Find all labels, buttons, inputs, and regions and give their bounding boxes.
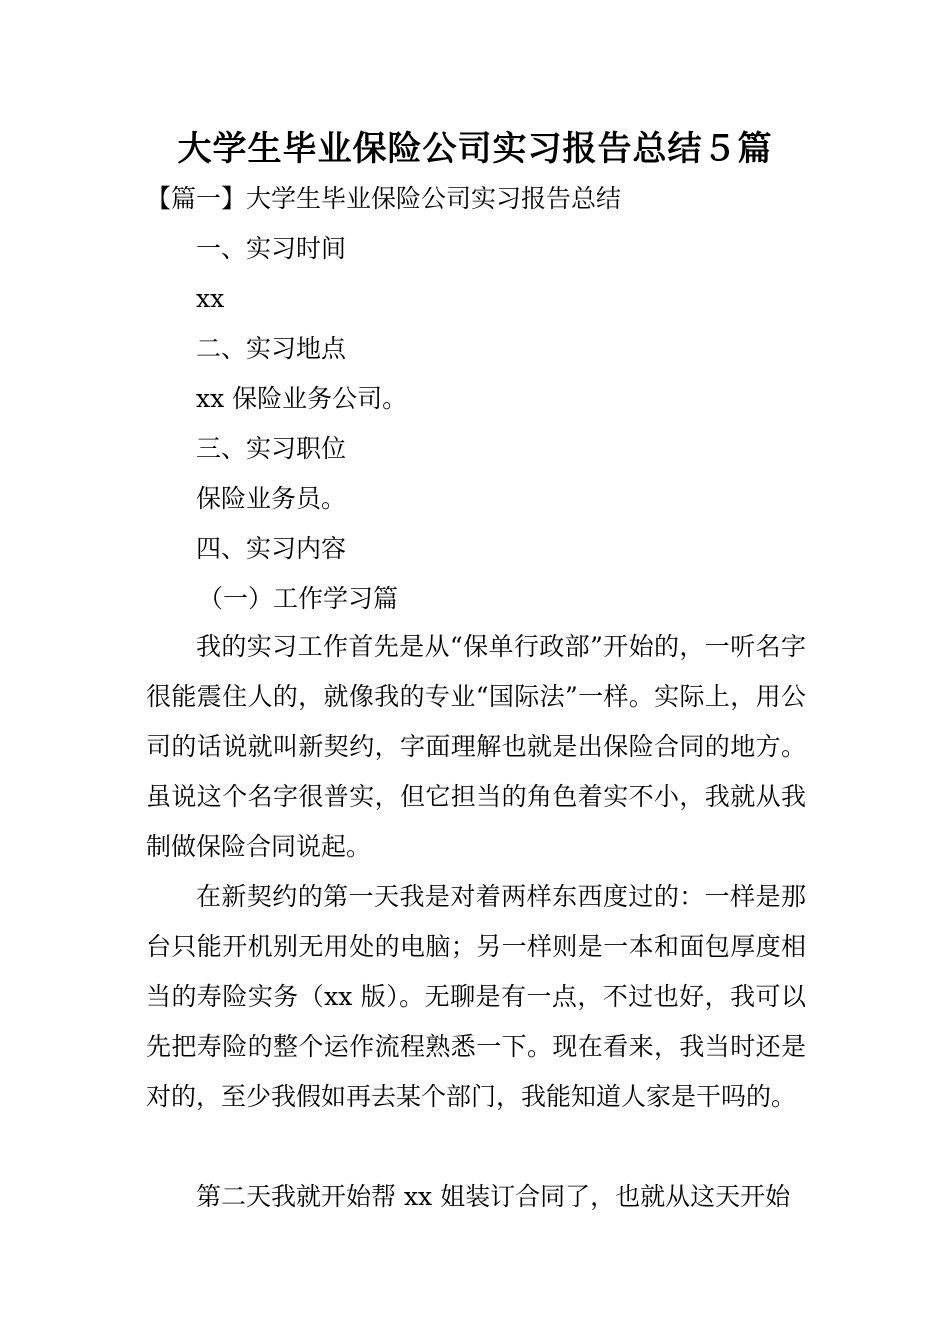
document-title: 大学生毕业保险公司实习报告总结５篇 xyxy=(177,129,773,169)
heading-internship-time: 一、实习时间 xyxy=(196,234,347,263)
heading-internship-position: 三、实习职位 xyxy=(196,434,347,463)
value-internship-location: xx 保险业务公司。 xyxy=(196,384,408,413)
heading-internship-location: 二、实习地点 xyxy=(196,334,347,363)
section-heading: 【篇一】大学生毕业保险公司实习报告总结 xyxy=(146,184,622,213)
subheading-work-study: （一）工作学习篇 xyxy=(198,584,399,613)
value-internship-position: 保险业务员。 xyxy=(196,484,347,513)
paragraph-3: 第二天我就开始帮 xx 姐装订合同了，也就从这天开始 xyxy=(196,1182,791,1211)
value-internship-time: xx xyxy=(196,284,225,313)
paragraph-1: 我的实习工作首先是从“保单行政部”开始的，一听名字很能震住人的，就像我的专业“国际法”一样。实际上，用公司的话说就叫新契约，字面理解也就是出保险合同的地方。虽说这个名字很普实，但它担当的角色着实不小，我就从我制做保险合同说起。 xyxy=(146,632,806,861)
paragraph-2: 在新契约的第一天我是对着两样东西度过的：一样是那台只能开机别无用处的电脑；另一样则是一本和面包厚度相当的寿险实务（xx 版）。无聊是有一点，不过也好，我可以先把寿险的整个运作流程熟悉一下。现在看来，我当时还是对的，至少我假如再去某个部门，我能知道人家是干吗的。 xyxy=(146,882,806,1111)
heading-internship-content: 四、实习内容 xyxy=(196,534,347,563)
